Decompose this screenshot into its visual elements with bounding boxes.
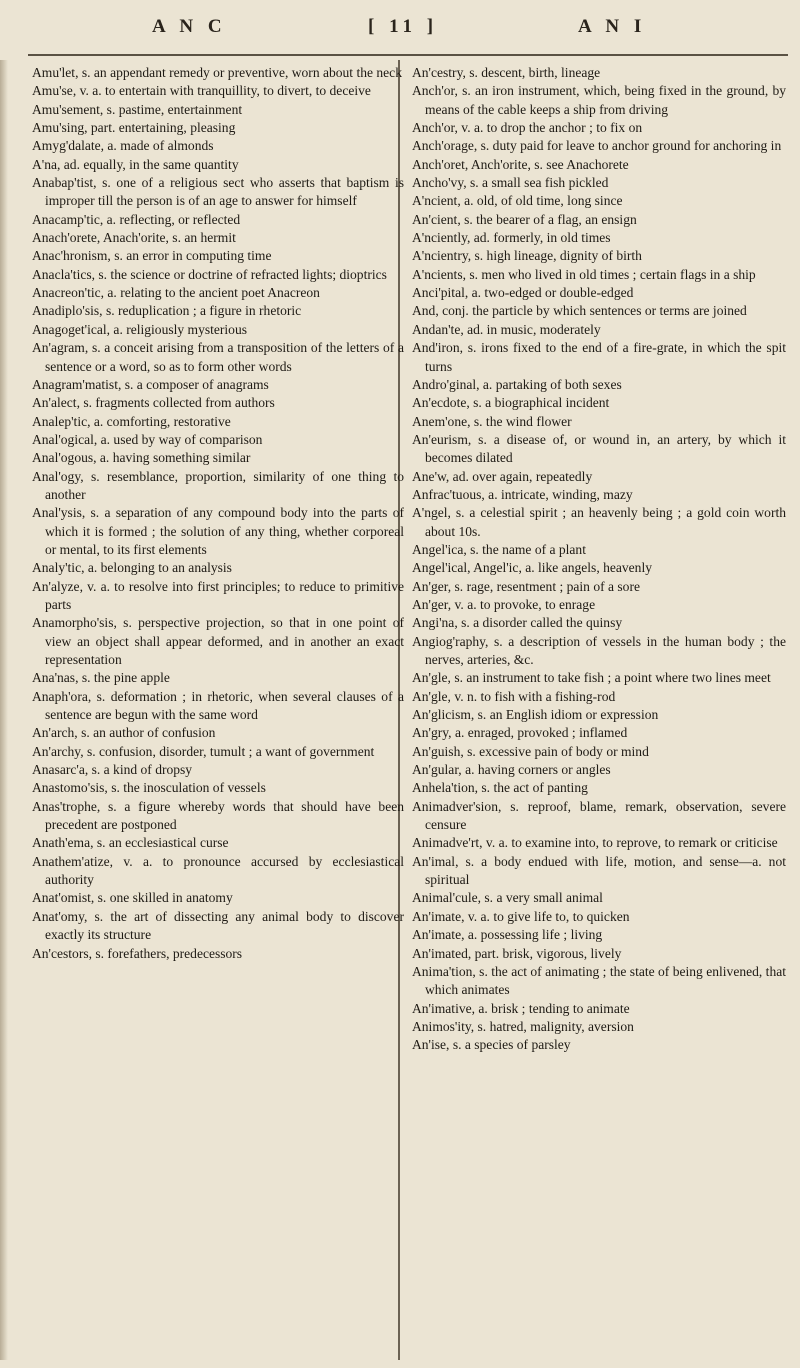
- dictionary-entry: Anci'pital, a. two-edged or double-edged: [412, 285, 634, 301]
- dictionary-entry: Anathem'atize, v. a. to pronounce accursed by ecclesiastical authority: [32, 853, 404, 888]
- dictionary-entry: And, conj. the particle by which sentences or terms are joined: [412, 303, 747, 319]
- dictionary-entry: An'gle, v. n. to fish with a fishing-rod: [412, 688, 616, 704]
- page-number: [ 11 ]: [368, 16, 439, 37]
- dictionary-entry: Anima'tion, s. the act of animating ; the state of being enlivened, that which animates: [412, 963, 786, 998]
- dictionary-entry: An'ger, v. a. to provoke, to enrage: [412, 596, 596, 612]
- dictionary-entry: Animadve'rt, v. a. to examine into, to reprove, to remark or criticise: [412, 835, 778, 851]
- dictionary-entry: Angel'ica, s. the name of a plant: [412, 541, 586, 557]
- left-column: [32, 64, 404, 1364]
- dictionary-entry: Anacamp'tic, a. reflecting, or reflected: [32, 211, 241, 227]
- dictionary-entry: An'agram, s. a conceit arising from a transposition of the letters of a sentence or a word, so as to form other words: [32, 340, 404, 374]
- left-guide-word: A N C: [152, 16, 227, 37]
- dictionary-entry: An'cestors, s. forefathers, predecessors: [32, 945, 243, 961]
- dictionary-entry: Anat'omist, s. one skilled in anatomy: [32, 890, 233, 906]
- dictionary-entry: Anch'or, s. an iron instrument, which, being fixed in the ground, by means of the cable keeps a ship from driving: [412, 83, 786, 117]
- dictionary-entry: An'eurism, s. a disease of, or wound in, an artery, by which it becomes dilated: [412, 431, 786, 466]
- dictionary-entry: Anacreon'tic, a. relating to the ancient poet Anacreon: [32, 285, 320, 301]
- dictionary-entry: An'arch, s. an author of confusion: [32, 725, 216, 741]
- dictionary-entry: Ancho'vy, s. a small sea fish pickled: [412, 175, 609, 191]
- dictionary-entry: Anfrac'tuous, a. intricate, winding, mazy: [412, 486, 633, 502]
- dictionary-entry: And'iron, s. irons fixed to the end of a fire-grate, in which the spit turns: [412, 340, 786, 374]
- dictionary-entry: Animos'ity, s. hatred, malignity, aversion: [412, 1018, 634, 1034]
- dictionary-entry: Amu'se, v. a. to entertain with tranquillity, to divert, to deceive: [32, 83, 371, 99]
- dictionary-entry: An'ger, s. rage, resentment ; pain of a sore: [412, 578, 640, 594]
- dictionary-entry: Amu'sement, s. pastime, entertainment: [32, 101, 243, 117]
- dictionary-entry: Anadiplo'sis, s. reduplication ; a figure in rhetoric: [32, 303, 302, 319]
- dictionary-entry: An'gle, s. an instrument to take fish ; a point where two lines meet: [412, 670, 771, 686]
- dictionary-entry: Anath'ema, s. an ecclesiastical curse: [32, 835, 229, 851]
- dictionary-entry: Anem'one, s. the wind flower: [412, 413, 572, 429]
- dictionary-entry: Amu'let, s. an appendant remedy or preventive, worn about the neck: [32, 65, 402, 80]
- dictionary-entry: Anas'trophe, s. a figure whereby words that should have been precedent are postponed: [32, 798, 404, 833]
- dictionary-entry: Ane'w, ad. over again, repeatedly: [412, 468, 593, 484]
- dictionary-entry: Anch'or, v. a. to drop the anchor ; to fix on: [412, 120, 643, 136]
- dictionary-entry: A'ncientry, s. high lineage, dignity of birth: [412, 248, 642, 264]
- right-guide-word: A N I: [578, 16, 647, 37]
- dictionary-entry: An'gry, a. enraged, provoked ; inflamed: [412, 725, 628, 741]
- dictionary-entry: Ana'nas, s. the pine apple: [32, 670, 170, 686]
- dictionary-entry: Animal'cule, s. a very small animal: [412, 890, 603, 906]
- dictionary-entry: An'imate, v. a. to give life to, to quicken: [412, 908, 630, 924]
- dictionary-entry: An'imated, part. brisk, vigorous, lively: [412, 945, 622, 961]
- dictionary-entry: Anagram'matist, s. a composer of anagrams: [32, 376, 269, 392]
- dictionary-entry: An'glicism, s. an English idiom or expression: [412, 707, 659, 723]
- dictionary-entry: An'imative, a. brisk ; tending to animate: [412, 1000, 630, 1016]
- page-header: [0, 2, 800, 54]
- dictionary-entry: Angi'na, s. a disorder called the quinsy: [412, 615, 623, 631]
- dictionary-entry: Analep'tic, a. comforting, restorative: [32, 413, 231, 429]
- dictionary-entry: Anal'ogous, a. having something similar: [32, 450, 251, 466]
- dictionary-entry: An'ecdote, s. a biographical incident: [412, 395, 610, 411]
- dictionary-entry: An'guish, s. excessive pain of body or mind: [412, 743, 649, 759]
- dictionary-entry: A'ncients, s. men who lived in old times ; certain flags in a ship: [412, 266, 756, 282]
- dictionary-entry: An'cient, s. the bearer of a flag, an ensign: [412, 211, 637, 227]
- dictionary-entry: An'imate, a. possessing life ; living: [412, 927, 603, 943]
- page-gutter-shadow: [0, 60, 8, 1360]
- dictionary-entry: Anal'ogy, s. resemblance, proportion, similarity of one thing to another: [32, 468, 404, 502]
- dictionary-entry: Anamorpho'sis, s. perspective projection, so that in one point of view an object shall appear deformed, and in another an exact representation: [32, 615, 404, 667]
- dictionary-entry: Animadver'sion, s. reproof, blame, remark, observation, severe censure: [412, 798, 786, 833]
- dictionary-entry: Angiog'raphy, s. a description of vessels in the human body ; the nerves, arteries, &c.: [412, 633, 786, 667]
- dictionary-entry: An'cestry, s. descent, birth, lineage: [412, 65, 601, 80]
- dictionary-entry: Anch'oret, Anch'orite, s. see Anachorete: [412, 156, 629, 172]
- dictionary-entry: Anch'orage, s. duty paid for leave to anchor ground for anchoring in: [412, 138, 782, 154]
- dictionary-entry: Anal'ysis, s. a separation of any compound body into the parts of which it is formed ; the solution of any thing, whether corporeal or mental, to its first elements: [32, 505, 404, 557]
- dictionary-entry: A'na, ad. equally, in the same quantity: [32, 156, 239, 172]
- header-rule: [28, 54, 788, 56]
- dictionary-entry: A'nciently, ad. formerly, in old times: [412, 230, 611, 246]
- dictionary-entry: Anhela'tion, s. the act of panting: [412, 780, 588, 796]
- dictionary-entry: Anacla'tics, s. the science or doctrine of refracted lights; dioptrics: [32, 266, 387, 282]
- dictionary-entry: Anac'hronism, s. an error in computing time: [32, 248, 272, 264]
- dictionary-entry: A'ngel, s. a celestial spirit ; an heavenly being ; a gold coin worth about 10s.: [412, 505, 786, 539]
- dictionary-entry: Amu'sing, part. entertaining, pleasing: [32, 120, 236, 136]
- dictionary-entry: Anastomo'sis, s. the inosculation of vessels: [32, 780, 266, 796]
- dictionary-entry: Anabap'tist, s. one of a religious sect who asserts that baptism is improper till the person is of an age to answer for himself: [32, 175, 404, 209]
- dictionary-entry: An'archy, s. confusion, disorder, tumult ; a want of government: [32, 743, 375, 759]
- dictionary-entry: Anal'ogical, a. used by way of comparison: [32, 431, 263, 447]
- dictionary-entry: Andro'ginal, a. partaking of both sexes: [412, 376, 622, 392]
- dictionary-entry: An'alect, s. fragments collected from authors: [32, 395, 275, 411]
- dictionary-entry: Analy'tic, a. belonging to an analysis: [32, 560, 232, 576]
- dictionary-entry: Anaph'ora, s. deformation ; in rhetoric, when several clauses of a sentence are begun with the same word: [32, 688, 404, 723]
- dictionary-entry: An'gular, a. having corners or angles: [412, 762, 611, 778]
- dictionary-entry: Anach'orete, Anach'orite, s. an hermit: [32, 230, 236, 246]
- right-column: [412, 64, 786, 1364]
- dictionary-entry: An'alyze, v. a. to resolve into first principles; to reduce to primitive parts: [32, 578, 404, 612]
- dictionary-entry: Anasarc'a, s. a kind of dropsy: [32, 762, 193, 778]
- dictionary-entry: Andan'te, ad. in music, moderately: [412, 321, 601, 337]
- dictionary-entry: Angel'ical, Angel'ic, a. like angels, heavenly: [412, 560, 652, 576]
- dictionary-entry: Anagoget'ical, a. religiously mysterious: [32, 321, 248, 337]
- dictionary-entry: An'imal, s. a body endued with life, motion, and sense—a. not spiritual: [412, 853, 786, 888]
- dictionary-entry: Amyg'dalate, a. made of almonds: [32, 138, 214, 154]
- dictionary-entry: An'ise, s. a species of parsley: [412, 1037, 571, 1053]
- dictionary-entry: A'ncient, a. old, of old time, long since: [412, 193, 623, 209]
- dictionary-entry: Anat'omy, s. the art of dissecting any animal body to discover exactly its structure: [32, 908, 404, 943]
